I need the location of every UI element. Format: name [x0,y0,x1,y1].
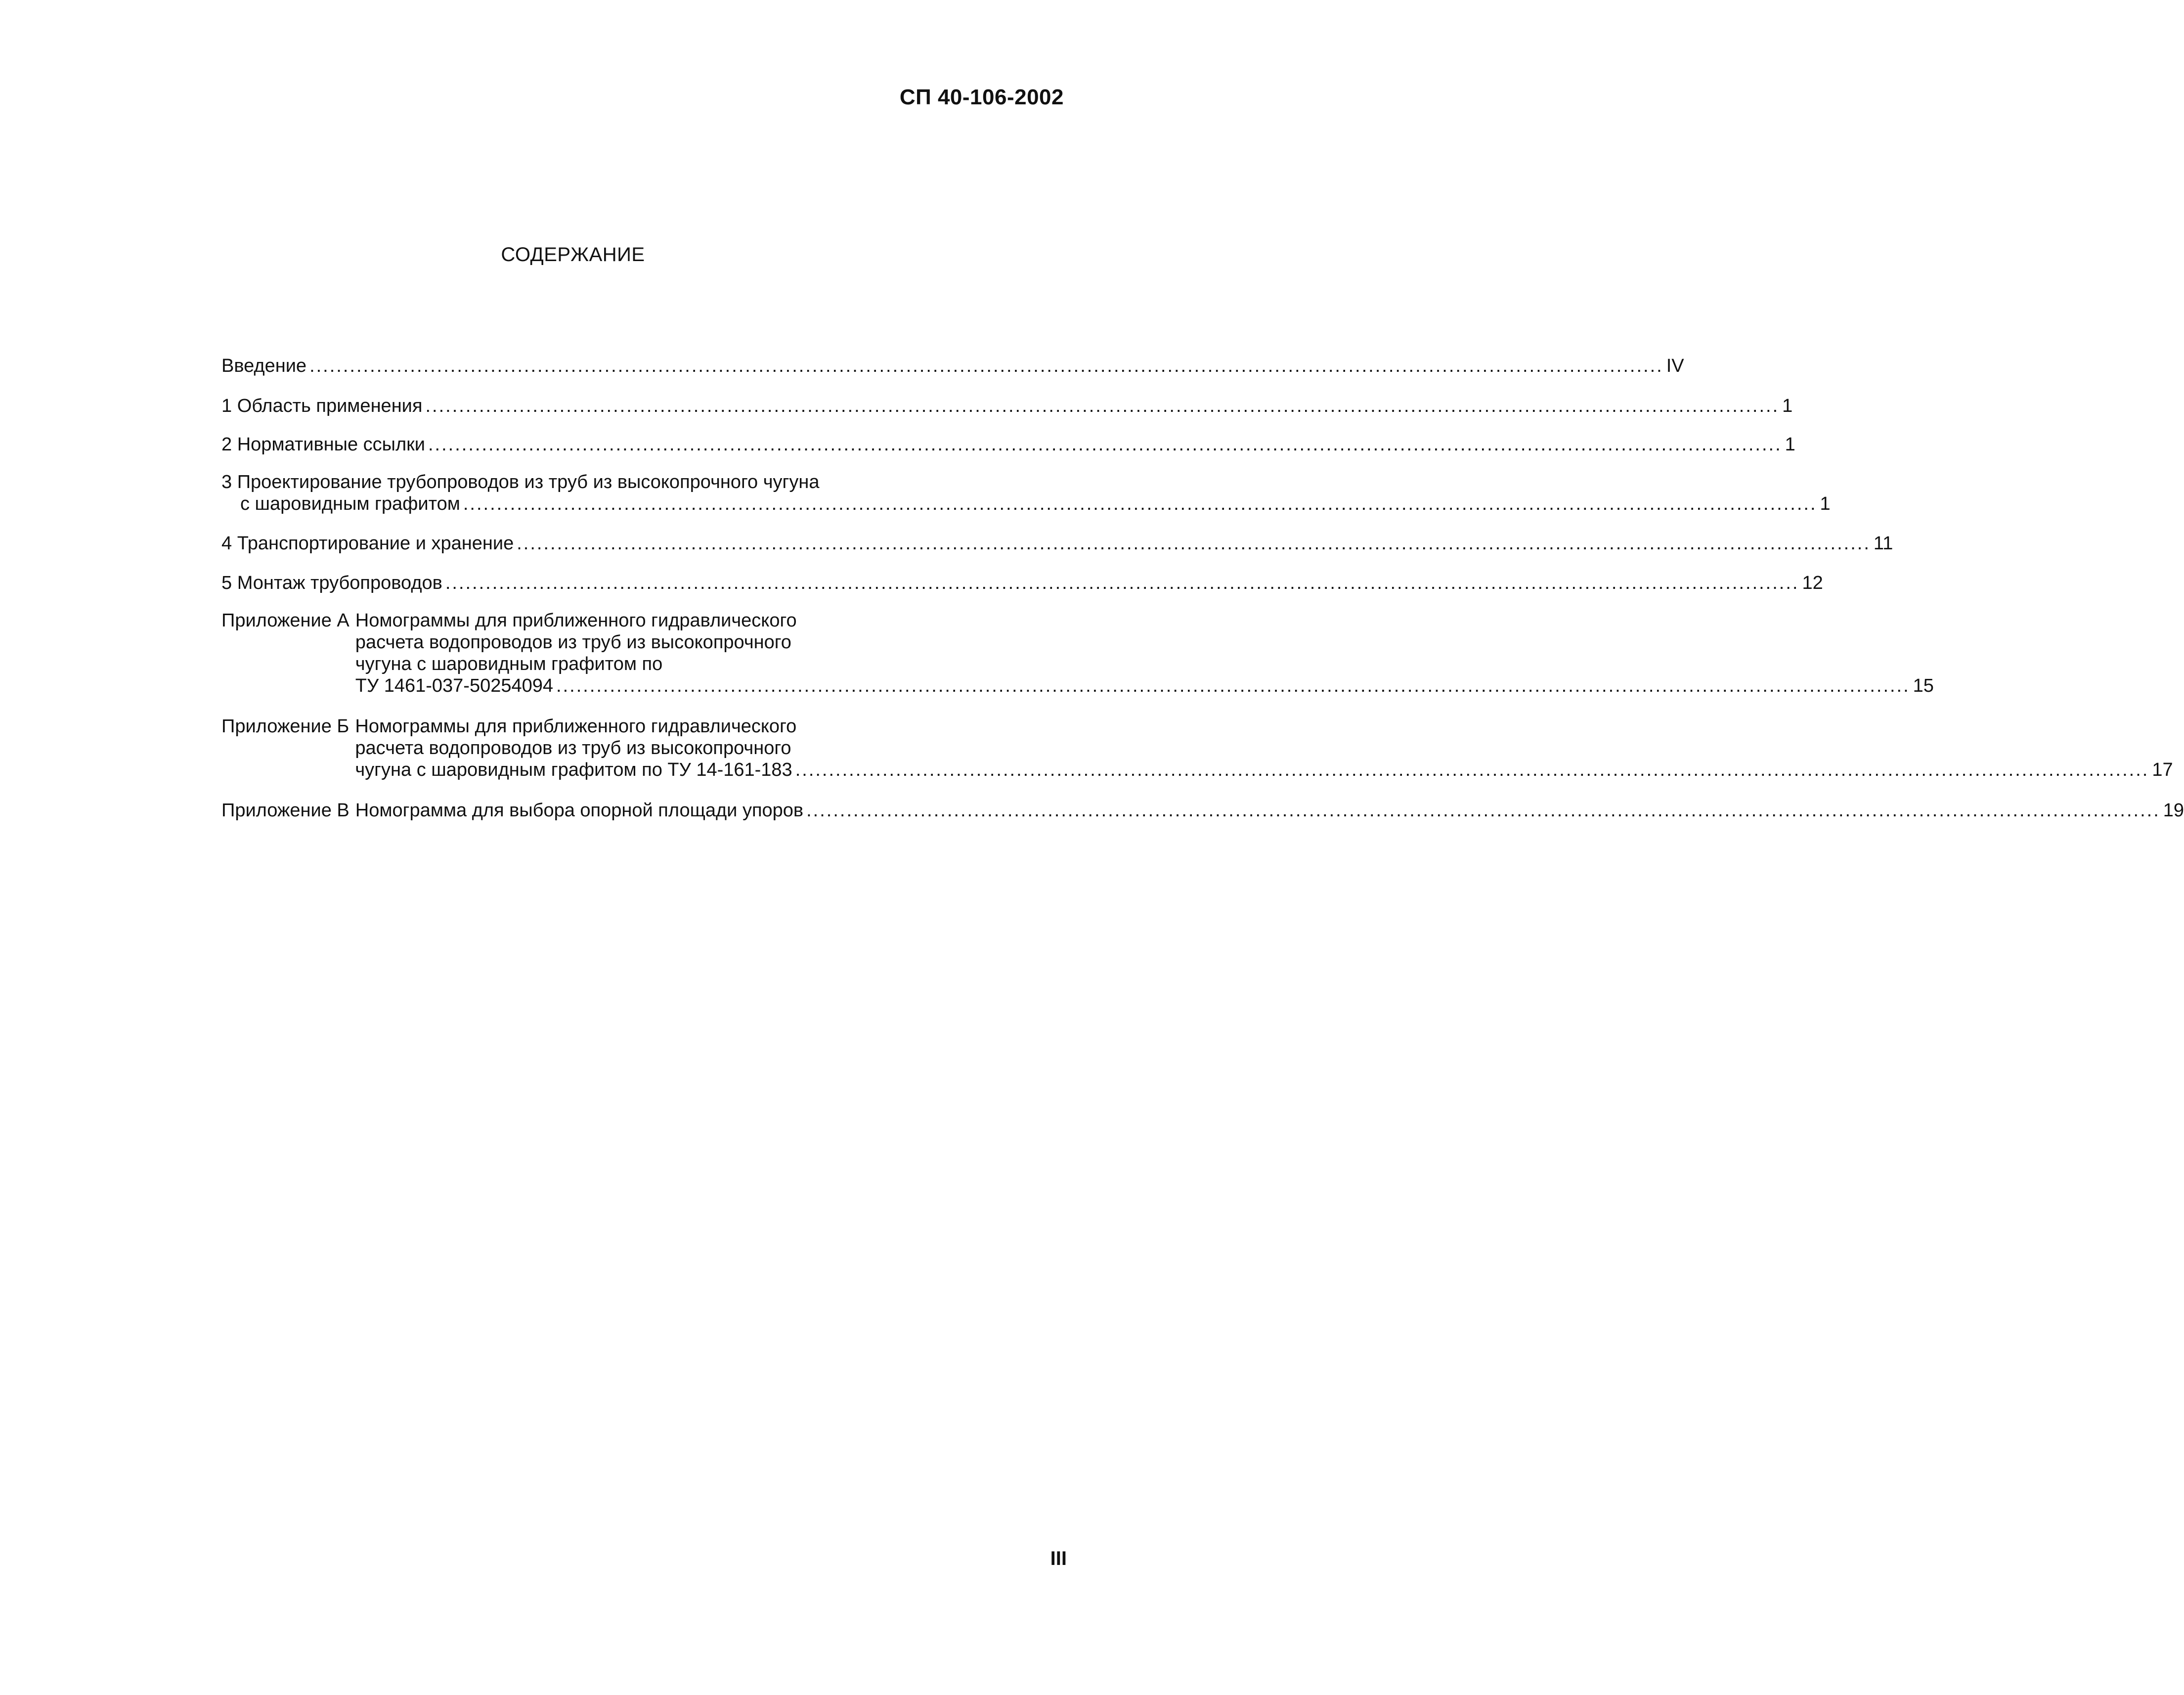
toc-entry-page: 1 [1782,396,1793,416]
toc-entry-page: 17 [2152,759,2173,780]
appendix-prefix: Приложение А [221,610,349,631]
toc-entry-label-line: чугуна с шаровидным графитом по [355,654,663,674]
toc-entry-label: 4 Транспортирование и хранение [221,533,514,554]
toc-entry-label-line: Номограммы для приближенного гидравлического [355,716,797,737]
dot-leader: .......................................................................................................................................................................................................... [795,759,2149,780]
toc-title: СОДЕРЖАНИЕ [501,244,645,266]
dot-leader: .......................................................................................................................................................................................................... [309,356,1663,376]
toc-entry-label-line: чугуна с шаровидным графитом по ТУ 14-161-183 [355,759,792,780]
toc-entry-section-5[interactable] [221,572,1823,594]
toc-entry-label: Номограмма для выбора опорной площади упоров [355,800,804,821]
toc-entry-section-4[interactable] [221,533,1893,554]
toc-entry-page: 11 [1873,533,1893,554]
toc-entry-page: 15 [1913,675,1934,696]
toc-entry-label: 1 Область применения [221,396,423,416]
toc-entry-label: 5 Монтаж трубопроводов [221,573,442,593]
toc-entry-page: IV [1666,356,1684,376]
toc-entry-label: 2 Нормативные ссылки [221,434,425,455]
toc-entry-appendix-b[interactable] [221,715,2173,781]
toc-entry-section-1[interactable] [221,395,1793,417]
toc-entry-label-line: расчета водопроводов из труб из высокопрочного [355,738,791,758]
dot-leader: .......................................................................................................................................................................................................... [445,573,1799,593]
toc-entry-label-line: 3 Проектирование трубопроводов из труб из высокопрочного чугуна [221,472,820,492]
dot-leader: .......................................................................................................................................................................................................... [517,533,1871,554]
toc-entry-introduction[interactable] [221,355,1684,377]
dot-leader: .......................................................................................................................................................................................................... [463,493,1817,514]
toc-entry-page: 1 [1820,493,1831,514]
toc-entry-label-line: расчета водопроводов из труб из высокопрочного [355,632,791,653]
toc-entry-page: 12 [1802,573,1823,593]
toc-entry-section-3[interactable] [221,471,1831,515]
dot-leader: .......................................................................................................................................................................................................... [428,434,1782,455]
toc-entry-label-line: Номограммы для приближенного гидравлического [355,610,797,631]
toc-entry-page: 19 [2163,800,2184,821]
appendix-prefix: Приложение В [221,800,349,821]
toc-entry-section-2[interactable] [221,434,1795,455]
dot-leader: .......................................................................................................................................................................................................... [556,675,1910,696]
toc-entry-label: Введение [221,356,307,376]
toc-entry-label-line: ТУ 1461-037-50254094 [355,675,554,696]
toc-entry-page: 1 [1785,434,1795,455]
dot-leader: .......................................................................................................................................................................................................... [425,396,1780,416]
toc-entry-label-line: с шаровидным графитом [240,493,460,514]
table-of-contents [221,355,2184,821]
toc-entry-appendix-a[interactable] [221,610,1934,697]
page-number: III [1050,1548,1067,1569]
toc-entry-appendix-v[interactable] [221,800,2184,821]
appendix-prefix: Приложение Б [221,716,349,737]
document-code: СП 40-106-2002 [899,85,1064,109]
dot-leader: .......................................................................................................................................................................................................... [806,800,2160,821]
